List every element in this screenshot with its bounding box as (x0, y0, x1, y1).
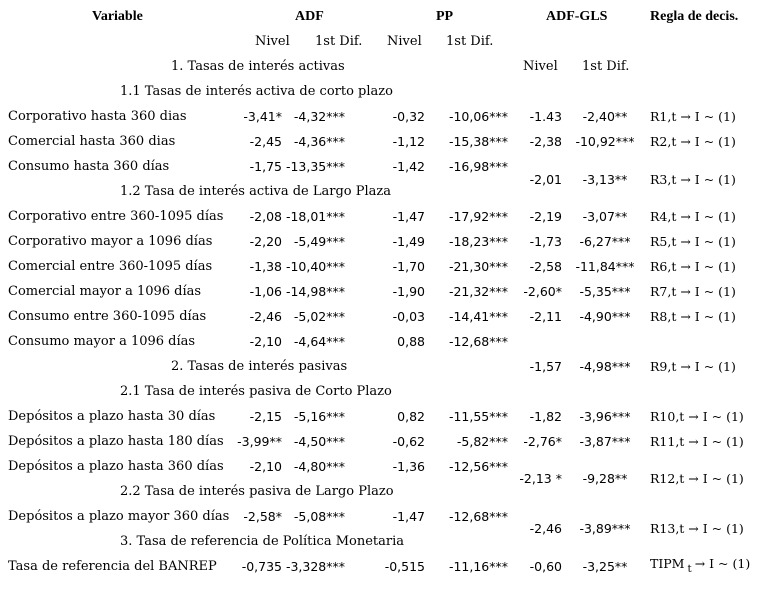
cell-rule: R4,t → I ~ (1) (650, 209, 736, 224)
section-2-1: 2.1 Tasa de interés pasiva de Corto Plazo (120, 384, 392, 399)
header-adf-gls: ADF-GLS (546, 9, 608, 24)
cell-rule: R7,t → I ~ (1) (650, 284, 736, 299)
subheader-adf-dif: 1st Dif. (315, 34, 363, 49)
subheader-pp-dif: 1st Dif. (446, 34, 494, 49)
cell-gls-n: -2,11 (529, 309, 562, 324)
cell-gls-n: -2,58 (529, 259, 562, 274)
cell-pp-n: -1,70 (392, 259, 425, 274)
cell-rule: R9,t → I ~ (1) (650, 359, 736, 374)
cell-adf-d: -5,49*** (293, 234, 345, 249)
cell-rule: R3,t → I ~ (1) (650, 172, 736, 187)
cell-adf-n: -2,10 (249, 459, 282, 474)
cell-var: Depósitos a plazo mayor 360 días (8, 509, 230, 524)
cell-pp-d: -10,06*** (448, 109, 508, 124)
header-adf: ADF (295, 9, 324, 24)
cell-gls-d: -3,07** (582, 209, 628, 224)
cell-adf-d: -4,36*** (293, 134, 345, 149)
cell-gls-d: -3,13** (582, 172, 628, 187)
cell-adf-n: -1,06 (249, 284, 282, 299)
section-1-1: 1.1 Tasas de interés activa de corto plazo (120, 84, 393, 99)
cell-pp-d: -14,41*** (448, 309, 508, 324)
cell-gls-n: -2,19 (529, 209, 562, 224)
cell-adf-d: -4,80*** (293, 459, 345, 474)
cell-rule: R13,t → I ~ (1) (650, 521, 744, 536)
cell-rule: R5,t → I ~ (1) (650, 234, 736, 249)
cell-gls-n: -1.43 (529, 109, 562, 124)
cell-adf-n: -3,99** (237, 434, 282, 449)
cell-var: Consumo entre 360-1095 días (8, 309, 207, 324)
rule-subscript: t (687, 562, 692, 575)
section-3: 3. Tasa de referencia de Política Monetaria (120, 534, 405, 549)
cell-gls-d: -9,28** (582, 471, 628, 486)
cell-pp-d: -21,30*** (448, 259, 508, 274)
cell-var: Corporativo mayor a 1096 días (8, 234, 213, 249)
cell-rule: R12,t → I ~ (1) (650, 471, 744, 486)
cell-pp-d: -17,92*** (448, 209, 508, 224)
cell-pp-d: -5,82*** (456, 434, 508, 449)
cell-adf-n: -2,58* (243, 509, 282, 524)
cell-adf-n: -2,15 (249, 409, 282, 424)
header-pp: PP (436, 9, 454, 24)
cell-gls-d: -3,96*** (579, 409, 631, 424)
cell-adf-d: -5,02*** (293, 309, 345, 324)
cell-gls-d: -3,25** (582, 559, 628, 574)
cell-pp-d: -18,23*** (448, 234, 508, 249)
cell-adf-d: -4,64*** (293, 334, 345, 349)
cell-var: Depósitos a plazo hasta 360 días (8, 459, 224, 474)
subheader-adf-nivel: Nivel (255, 34, 290, 49)
cell-gls-d: -6,27*** (579, 234, 631, 249)
cell-adf-d: -14,98*** (285, 284, 345, 299)
cell-var: Corporativo hasta 360 dias (8, 109, 187, 124)
cell-gls-n: -1,57 (529, 359, 562, 374)
cell-var: Consumo hasta 360 días (8, 159, 170, 174)
rule-tail: → I ~ (1) (694, 556, 751, 571)
cell-pp-d: -21,32*** (448, 284, 508, 299)
cell-pp-d: -11,16*** (448, 559, 508, 574)
subheader-gls-dif: 1st Dif. (582, 59, 630, 74)
cell-pp-n: -0,62 (392, 434, 425, 449)
cell-adf-d: -18,01*** (285, 209, 345, 224)
rule-main: TIPM (650, 556, 685, 571)
cell-var: Tasa de referencia del BANREP (8, 559, 217, 574)
cell-pp-n: -1,47 (392, 509, 425, 524)
cell-var: Consumo mayor a 1096 días (8, 334, 196, 349)
cell-adf-n: -2,46 (249, 309, 282, 324)
cell-gls-d: -2,40** (582, 109, 628, 124)
cell-adf-d: -5,16*** (293, 409, 345, 424)
header-regla: Regla de decis. (650, 9, 739, 24)
cell-pp-n: -1,47 (392, 209, 425, 224)
cell-gls-n: -1,73 (529, 234, 562, 249)
cell-var: Depósitos a plazo hasta 30 días (8, 409, 216, 424)
cell-gls-n: -2,38 (529, 134, 562, 149)
subheader-gls-nivel: Nivel (523, 59, 558, 74)
cell-rule: R10,t → I ~ (1) (650, 409, 744, 424)
cell-pp-n: -0,515 (384, 559, 425, 574)
cell-adf-n: -2,10 (249, 334, 282, 349)
cell-gls-d: -3,89*** (579, 521, 631, 536)
cell-adf-d: -3,328*** (285, 559, 345, 574)
cell-gls-d: -11,84*** (575, 259, 635, 274)
cell-pp-d: -16,98*** (448, 159, 508, 174)
cell-gls-n: -2,60* (523, 284, 562, 299)
cell-rule (650, 556, 750, 577)
cell-var: Comercial mayor a 1096 días (8, 284, 202, 299)
cell-pp-n: -1,36 (392, 459, 425, 474)
cell-pp-n: -1,12 (392, 134, 425, 149)
cell-rule: R11,t → I ~ (1) (650, 434, 744, 449)
cell-gls-d: -4,90*** (579, 309, 631, 324)
cell-pp-n: -0,03 (392, 309, 425, 324)
cell-adf-n: -1,38 (249, 259, 282, 274)
cell-gls-n: -1,82 (529, 409, 562, 424)
cell-adf-n: -0,735 (241, 559, 282, 574)
cell-rule: R8,t → I ~ (1) (650, 309, 736, 324)
cell-var: Comercial hasta 360 dias (8, 134, 176, 149)
cell-gls-d: -4,98*** (579, 359, 631, 374)
cell-pp-d: -12,68*** (448, 334, 508, 349)
cell-adf-d: -13,35*** (285, 159, 345, 174)
cell-pp-n: -1,49 (392, 234, 425, 249)
cell-pp-d: -12,68*** (448, 509, 508, 524)
cell-gls-n: -2,76* (523, 434, 562, 449)
cell-adf-n: -2,45 (249, 134, 282, 149)
cell-adf-n: -3,41* (243, 109, 282, 124)
section-2-2: 2.2 Tasa de interés pasiva de Largo Plazo (120, 484, 394, 499)
cell-adf-n: -2,08 (249, 209, 282, 224)
cell-gls-n: -2,46 (529, 521, 562, 536)
cell-pp-n: -1,42 (392, 159, 425, 174)
cell-gls-d: -10,92*** (575, 134, 635, 149)
cell-gls-n: -2,01 (529, 172, 562, 187)
cell-pp-n: 0,82 (397, 409, 425, 424)
cell-adf-n: -2,20 (249, 234, 282, 249)
cell-var: Depósitos a plazo hasta 180 días (8, 434, 224, 449)
cell-adf-d: -10,40*** (285, 259, 345, 274)
section-1-2: 1.2 Tasa de interés activa de Largo Plaza (120, 184, 392, 199)
cell-pp-n: 0,88 (397, 334, 425, 349)
cell-pp-d: -15,38*** (448, 134, 508, 149)
header-variable: Variable (92, 9, 143, 24)
cell-rule: R6,t → I ~ (1) (650, 259, 736, 274)
cell-gls-n: -0,60 (529, 559, 562, 574)
subheader-pp-nivel: Nivel (387, 34, 422, 49)
cell-pp-d: -12,56*** (448, 459, 508, 474)
cell-gls-d: -5,35*** (579, 284, 631, 299)
cell-adf-d: -4,50*** (293, 434, 345, 449)
cell-pp-n: -0,32 (392, 109, 425, 124)
cell-pp-d: -11,55*** (448, 409, 508, 424)
cell-var: Corporativo entre 360-1095 días (8, 209, 224, 224)
section-2: 2. Tasas de interés pasivas (171, 359, 348, 374)
cell-gls-n: -2,13 * (519, 471, 562, 486)
cell-var: Comercial entre 360-1095 días (8, 259, 213, 274)
section-1: 1. Tasas de interés activas (171, 59, 345, 74)
cell-rule: R2,t → I ~ (1) (650, 134, 736, 149)
cell-gls-d: -3,87*** (579, 434, 631, 449)
cell-adf-n: -1,75 (249, 159, 282, 174)
cell-adf-d: -4,32*** (293, 109, 345, 124)
cell-rule: R1,t → I ~ (1) (650, 109, 736, 124)
cell-pp-n: -1,90 (392, 284, 425, 299)
cell-adf-d: -5,08*** (293, 509, 345, 524)
